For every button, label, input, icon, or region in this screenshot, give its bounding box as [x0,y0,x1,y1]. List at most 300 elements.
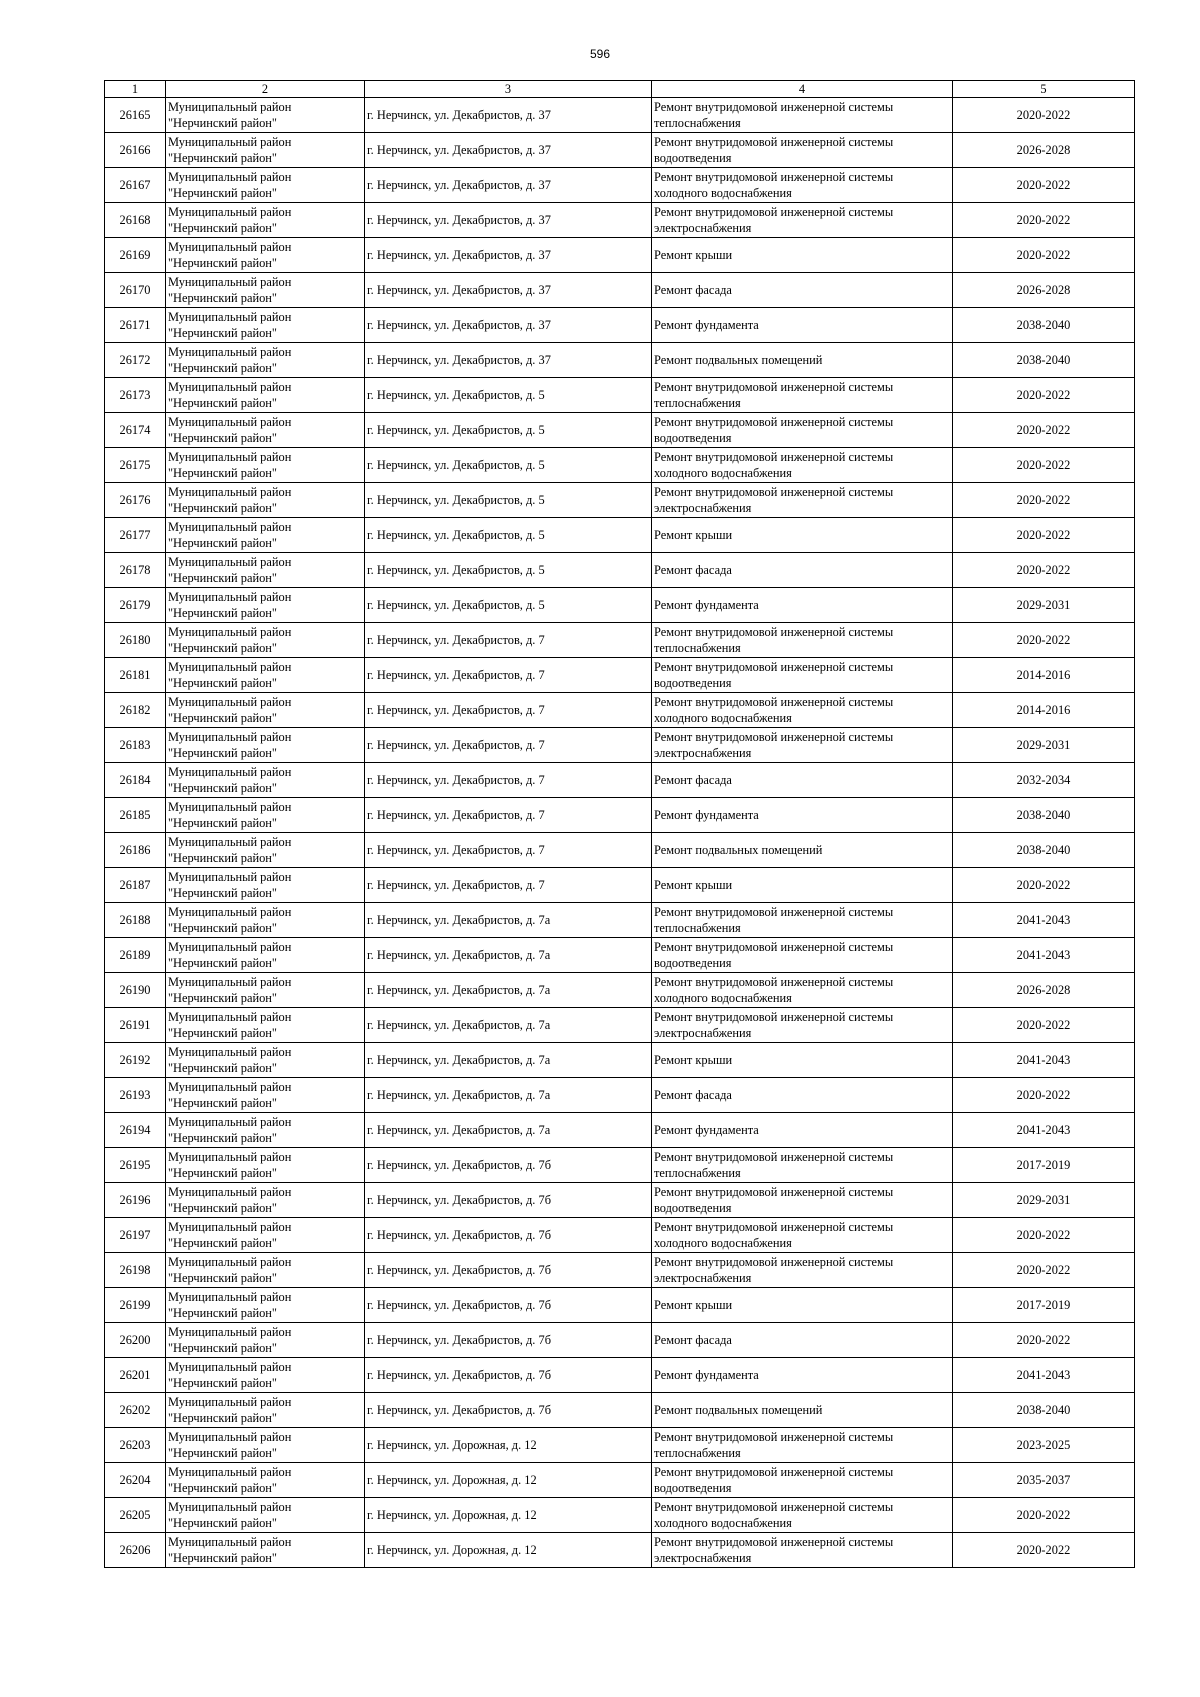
work-type-line: Ремонт подвальных помещений [654,1403,823,1417]
table-row [105,1533,1135,1568]
municipality-cell [166,1218,365,1253]
work-type-cell [652,1533,953,1568]
municipality-line: "Нерчинский район" [168,1481,277,1495]
work-type-cell [652,168,953,203]
period-cell: 2014-2016 [953,693,1135,728]
municipality-cell [166,1498,365,1533]
work-type-cell [652,868,953,903]
work-type-line: Ремонт крыши [654,878,733,892]
work-type-line: Ремонт подвальных помещений [654,843,823,857]
municipality-line: "Нерчинский район" [168,851,277,865]
work-type-cell [652,553,953,588]
municipality-line: "Нерчинский район" [168,1201,277,1215]
municipality-line: "Нерчинский район" [168,466,277,480]
table-row [105,1078,1135,1113]
row-number-cell: 26195 [105,1148,166,1183]
municipality-cell [166,1323,365,1358]
period-cell: 2014-2016 [953,658,1135,693]
work-type-cell [652,413,953,448]
row-number-cell: 26178 [105,553,166,588]
table-row [105,938,1135,973]
row-number-cell: 26175 [105,448,166,483]
address-cell: г. Нерчинск, ул. Дорожная, д. 12 [365,1428,652,1463]
municipality-cell [166,413,365,448]
municipality-line: Муниципальный район [168,940,292,954]
table-row [105,1393,1135,1428]
work-type-line: Ремонт внутридомовой инженерной системы [654,975,894,989]
table-row [105,1288,1135,1323]
address-cell: г. Нерчинск, ул. Декабристов, д. 7а [365,1043,652,1078]
work-type-line: Ремонт внутридомовой инженерной системы [654,135,894,149]
period-cell: 2020-2022 [953,1498,1135,1533]
municipality-line: "Нерчинский район" [168,886,277,900]
work-type-cell [652,1043,953,1078]
municipality-cell [166,553,365,588]
table-row [105,658,1135,693]
work-type-cell [652,588,953,623]
municipality-line: "Нерчинский район" [168,1096,277,1110]
row-number-cell: 26172 [105,343,166,378]
row-number-cell: 26173 [105,378,166,413]
work-type-line: холодного водоснабжения [654,711,792,725]
address-cell: г. Нерчинск, ул. Декабристов, д. 7б [365,1358,652,1393]
work-type-line: Ремонт внутридомовой инженерной системы [654,905,894,919]
work-type-line: Ремонт крыши [654,1298,733,1312]
table-row [105,1463,1135,1498]
work-type-line: водоотведения [654,431,732,445]
municipality-line: "Нерчинский район" [168,326,277,340]
municipality-line: "Нерчинский район" [168,956,277,970]
row-number-cell: 26190 [105,973,166,1008]
work-type-cell [652,448,953,483]
municipality-line: "Нерчинский район" [168,536,277,550]
municipality-line: "Нерчинский район" [168,1306,277,1320]
work-type-line: Ремонт внутридомовой инженерной системы [654,450,894,464]
work-type-cell [652,1498,953,1533]
municipality-cell [166,623,365,658]
work-type-cell [652,238,953,273]
municipality-line: Муниципальный район [168,1500,292,1514]
address-cell: г. Нерчинск, ул. Декабристов, д. 7 [365,798,652,833]
municipality-line: "Нерчинский район" [168,291,277,305]
period-cell: 2020-2022 [953,1078,1135,1113]
municipality-line: "Нерчинский район" [168,361,277,375]
municipality-line: Муниципальный район [168,1220,292,1234]
period-cell: 2020-2022 [953,1218,1135,1253]
municipality-cell [166,1078,365,1113]
table-row [105,1323,1135,1358]
address-cell: г. Нерчинск, ул. Декабристов, д. 7б [365,1148,652,1183]
municipality-line: "Нерчинский район" [168,151,277,165]
work-type-cell [652,1323,953,1358]
table-row [105,203,1135,238]
work-type-cell [652,693,953,728]
work-type-cell [652,378,953,413]
work-type-cell [652,133,953,168]
work-type-line: Ремонт внутридомовой инженерной системы [654,1220,894,1234]
period-cell: 2032-2034 [953,763,1135,798]
municipality-cell [166,1288,365,1323]
address-cell: г. Нерчинск, ул. Декабристов, д. 7а [365,903,652,938]
municipality-line: "Нерчинский район" [168,711,277,725]
table-row [105,868,1135,903]
municipality-cell [166,973,365,1008]
municipality-line: "Нерчинский район" [168,1026,277,1040]
period-cell: 2020-2022 [953,1533,1135,1568]
work-type-line: теплоснабжения [654,116,741,130]
period-cell: 2020-2022 [953,448,1135,483]
work-type-line: Ремонт внутридомовой инженерной системы [654,100,894,114]
municipality-line: Муниципальный район [168,1360,292,1374]
work-type-line: Ремонт фасада [654,563,732,577]
municipality-line: "Нерчинский район" [168,991,277,1005]
row-number-cell: 26171 [105,308,166,343]
table-row [105,483,1135,518]
row-number-cell: 26177 [105,518,166,553]
row-number-cell: 26189 [105,938,166,973]
work-type-cell [652,1078,953,1113]
period-cell: 2020-2022 [953,1008,1135,1043]
period-cell: 2041-2043 [953,938,1135,973]
work-type-cell [652,658,953,693]
municipality-line: Муниципальный район [168,1185,292,1199]
address-cell: г. Нерчинск, ул. Дорожная, д. 12 [365,1533,652,1568]
municipality-line: Муниципальный район [168,1080,292,1094]
municipality-cell [166,98,365,133]
work-type-line: Ремонт внутридомовой инженерной системы [654,1150,894,1164]
work-type-cell [652,973,953,1008]
municipality-cell [166,343,365,378]
work-type-line: Ремонт фасада [654,1088,732,1102]
work-type-line: Ремонт внутридомовой инженерной системы [654,695,894,709]
work-type-cell [652,483,953,518]
table-row [105,1218,1135,1253]
period-cell: 2029-2031 [953,1183,1135,1218]
period-cell: 2023-2025 [953,1428,1135,1463]
work-type-line: холодного водоснабжения [654,186,792,200]
table-row [105,413,1135,448]
municipality-cell [166,203,365,238]
address-cell: г. Нерчинск, ул. Декабристов, д. 5 [365,588,652,623]
row-number-cell: 26186 [105,833,166,868]
municipality-line: Муниципальный район [168,660,292,674]
table-row [105,238,1135,273]
work-type-line: теплоснабжения [654,1166,741,1180]
address-cell: г. Нерчинск, ул. Декабристов, д. 37 [365,203,652,238]
municipality-cell [166,868,365,903]
municipality-line: Муниципальный район [168,835,292,849]
municipality-line: "Нерчинский район" [168,1131,277,1145]
municipality-line: Муниципальный район [168,555,292,569]
address-cell: г. Нерчинск, ул. Декабристов, д. 37 [365,308,652,343]
address-cell: г. Нерчинск, ул. Декабристов, д. 37 [365,343,652,378]
municipality-cell [166,693,365,728]
address-cell: г. Нерчинск, ул. Декабристов, д. 7 [365,693,652,728]
period-cell: 2020-2022 [953,378,1135,413]
row-number-cell: 26180 [105,623,166,658]
work-type-line: водоотведения [654,956,732,970]
page-number: 596 [589,47,611,61]
period-cell: 2020-2022 [953,518,1135,553]
row-number-cell: 26183 [105,728,166,763]
row-number-cell: 26191 [105,1008,166,1043]
work-type-line: водоотведения [654,151,732,165]
municipality-line: "Нерчинский район" [168,256,277,270]
municipality-line: "Нерчинский район" [168,571,277,585]
municipality-cell [166,378,365,413]
work-type-cell [652,1428,953,1463]
address-cell: г. Нерчинск, ул. Декабристов, д. 7б [365,1183,652,1218]
work-type-line: Ремонт внутридомовой инженерной системы [654,205,894,219]
work-type-cell [652,833,953,868]
work-type-line: холодного водоснабжения [654,1236,792,1250]
municipality-line: Муниципальный район [168,135,292,149]
work-type-line: Ремонт крыши [654,1053,733,1067]
municipality-line: "Нерчинский район" [168,1411,277,1425]
municipality-cell [166,588,365,623]
table-row [105,168,1135,203]
work-type-cell [652,1288,953,1323]
table-row [105,903,1135,938]
column-header-4: 4 [652,81,953,98]
work-type-line: электроснабжения [654,1026,752,1040]
municipality-line: Муниципальный район [168,240,292,254]
address-cell: г. Нерчинск, ул. Декабристов, д. 7а [365,1113,652,1148]
row-number-cell: 26201 [105,1358,166,1393]
work-type-cell [652,1253,953,1288]
municipality-line: Муниципальный район [168,905,292,919]
work-type-line: Ремонт внутридомовой инженерной системы [654,940,894,954]
address-cell: г. Нерчинск, ул. Дорожная, д. 12 [365,1463,652,1498]
municipality-cell [166,903,365,938]
table-row [105,798,1135,833]
address-cell: г. Нерчинск, ул. Декабристов, д. 7б [365,1288,652,1323]
period-cell: 2038-2040 [953,798,1135,833]
municipality-line: Муниципальный район [168,1255,292,1269]
work-type-line: Ремонт фасада [654,283,732,297]
table-row [105,693,1135,728]
municipality-line: Муниципальный район [168,485,292,499]
address-cell: г. Нерчинск, ул. Декабристов, д. 5 [365,448,652,483]
table-row [105,1498,1135,1533]
table-row [105,308,1135,343]
address-cell: г. Нерчинск, ул. Декабристов, д. 5 [365,413,652,448]
work-type-cell [652,518,953,553]
municipality-line: Муниципальный район [168,590,292,604]
municipality-line: "Нерчинский район" [168,1551,277,1565]
municipality-line: Муниципальный район [168,450,292,464]
work-type-cell [652,1183,953,1218]
period-cell: 2026-2028 [953,273,1135,308]
row-number-cell: 26168 [105,203,166,238]
work-type-line: теплоснабжения [654,921,741,935]
table-row [105,763,1135,798]
municipality-line: Муниципальный район [168,765,292,779]
work-type-cell [652,1463,953,1498]
municipality-line: "Нерчинский район" [168,1271,277,1285]
work-type-cell [652,938,953,973]
row-number-cell: 26174 [105,413,166,448]
period-cell: 2041-2043 [953,1043,1135,1078]
municipality-cell [166,168,365,203]
municipality-cell [166,1463,365,1498]
row-number-cell: 26206 [105,1533,166,1568]
municipality-line: Муниципальный район [168,870,292,884]
municipality-line: "Нерчинский район" [168,501,277,515]
work-type-line: электроснабжения [654,221,752,235]
address-cell: г. Нерчинск, ул. Декабристов, д. 7 [365,868,652,903]
column-header-1: 1 [105,81,166,98]
municipality-line: "Нерчинский район" [168,1236,277,1250]
work-type-line: Ремонт внутридомовой инженерной системы [654,1465,894,1479]
municipality-line: "Нерчинский район" [168,221,277,235]
municipality-line: Муниципальный район [168,1430,292,1444]
address-cell: г. Нерчинск, ул. Декабристов, д. 7б [365,1393,652,1428]
column-header-5: 5 [953,81,1135,98]
work-type-cell [652,763,953,798]
municipality-line: Муниципальный район [168,1045,292,1059]
row-number-cell: 26185 [105,798,166,833]
address-cell: г. Нерчинск, ул. Декабристов, д. 37 [365,98,652,133]
municipality-cell [166,1533,365,1568]
work-type-line: Ремонт подвальных помещений [654,353,823,367]
row-number-cell: 26194 [105,1113,166,1148]
period-cell: 2038-2040 [953,1393,1135,1428]
period-cell: 2020-2022 [953,1323,1135,1358]
municipality-line: "Нерчинский район" [168,1341,277,1355]
work-type-line: электроснабжения [654,501,752,515]
address-cell: г. Нерчинск, ул. Декабристов, д. 7 [365,833,652,868]
table-row [105,378,1135,413]
municipality-line: Муниципальный район [168,695,292,709]
period-cell: 2029-2031 [953,588,1135,623]
work-type-line: Ремонт внутридомовой инженерной системы [654,1535,894,1549]
municipality-line: "Нерчинский район" [168,1376,277,1390]
address-cell: г. Нерчинск, ул. Декабристов, д. 5 [365,553,652,588]
work-type-line: водоотведения [654,1481,732,1495]
work-type-line: Ремонт фундамента [654,598,759,612]
address-cell: г. Нерчинск, ул. Декабристов, д. 7 [365,728,652,763]
period-cell: 2026-2028 [953,133,1135,168]
address-cell: г. Нерчинск, ул. Декабристов, д. 5 [365,483,652,518]
municipality-cell [166,448,365,483]
address-cell: г. Нерчинск, ул. Декабристов, д. 7а [365,973,652,1008]
municipality-line: "Нерчинский район" [168,186,277,200]
municipality-line: Муниципальный район [168,345,292,359]
municipality-cell [166,238,365,273]
work-type-line: Ремонт крыши [654,528,733,542]
work-type-cell [652,1113,953,1148]
row-number-cell: 26188 [105,903,166,938]
municipality-line: Муниципальный район [168,275,292,289]
work-type-line: Ремонт внутридомовой инженерной системы [654,730,894,744]
work-type-cell [652,1218,953,1253]
period-cell: 2029-2031 [953,728,1135,763]
work-type-cell [652,798,953,833]
municipality-cell [166,1183,365,1218]
municipality-cell [166,1148,365,1183]
address-cell: г. Нерчинск, ул. Декабристов, д. 5 [365,378,652,413]
address-cell: г. Нерчинск, ул. Декабристов, д. 37 [365,133,652,168]
period-cell: 2020-2022 [953,203,1135,238]
work-type-line: Ремонт фасада [654,1333,732,1347]
table-row [105,833,1135,868]
table-row [105,343,1135,378]
period-cell: 2035-2037 [953,1463,1135,1498]
work-type-line: Ремонт фундамента [654,318,759,332]
period-cell: 2020-2022 [953,623,1135,658]
address-cell: г. Нерчинск, ул. Декабристов, д. 7 [365,658,652,693]
work-type-line: холодного водоснабжения [654,1516,792,1530]
work-type-line: Ремонт внутридомовой инженерной системы [654,380,894,394]
municipality-line: Муниципальный район [168,1150,292,1164]
row-number-cell: 26176 [105,483,166,518]
table-row [105,553,1135,588]
row-number-cell: 26203 [105,1428,166,1463]
row-number-cell: 26199 [105,1288,166,1323]
municipality-line: "Нерчинский район" [168,1061,277,1075]
period-cell: 2038-2040 [953,833,1135,868]
municipality-cell [166,728,365,763]
work-type-line: холодного водоснабжения [654,991,792,1005]
work-type-cell [652,1008,953,1043]
row-number-cell: 26166 [105,133,166,168]
work-type-line: теплоснабжения [654,396,741,410]
municipality-cell [166,483,365,518]
address-cell: г. Нерчинск, ул. Декабристов, д. 7б [365,1323,652,1358]
row-number-cell: 26193 [105,1078,166,1113]
period-cell: 2041-2043 [953,903,1135,938]
row-number-cell: 26200 [105,1323,166,1358]
period-cell: 2020-2022 [953,553,1135,588]
period-cell: 2020-2022 [953,868,1135,903]
municipality-cell [166,763,365,798]
row-number-cell: 26198 [105,1253,166,1288]
municipality-cell [166,1043,365,1078]
row-number-cell: 26170 [105,273,166,308]
municipality-line: Муниципальный район [168,1290,292,1304]
municipality-line: Муниципальный район [168,730,292,744]
municipality-line: Муниципальный район [168,380,292,394]
address-cell: г. Нерчинск, ул. Декабристов, д. 5 [365,518,652,553]
address-cell: г. Нерчинск, ул. Декабристов, д. 7б [365,1253,652,1288]
work-type-line: Ремонт фасада [654,773,732,787]
municipality-cell [166,938,365,973]
municipality-line: "Нерчинский район" [168,746,277,760]
work-type-line: Ремонт внутридомовой инженерной системы [654,415,894,429]
address-cell: г. Нерчинск, ул. Декабристов, д. 7а [365,938,652,973]
work-type-line: Ремонт внутридомовой инженерной системы [654,170,894,184]
municipality-line: Муниципальный район [168,1115,292,1129]
row-number-cell: 26196 [105,1183,166,1218]
municipality-line: "Нерчинский район" [168,921,277,935]
municipality-cell [166,1428,365,1463]
work-type-cell [652,308,953,343]
work-type-cell [652,1358,953,1393]
period-cell: 2038-2040 [953,308,1135,343]
municipality-line: Муниципальный район [168,170,292,184]
row-number-cell: 26192 [105,1043,166,1078]
municipality-line: Муниципальный район [168,1010,292,1024]
municipality-line: "Нерчинский район" [168,641,277,655]
row-number-cell: 26197 [105,1218,166,1253]
municipality-line: "Нерчинский район" [168,1516,277,1530]
work-type-cell [652,273,953,308]
municipality-cell [166,1113,365,1148]
work-type-line: Ремонт внутридомовой инженерной системы [654,1010,894,1024]
work-type-line: Ремонт внутридомовой инженерной системы [654,485,894,499]
column-header-2: 2 [166,81,365,98]
